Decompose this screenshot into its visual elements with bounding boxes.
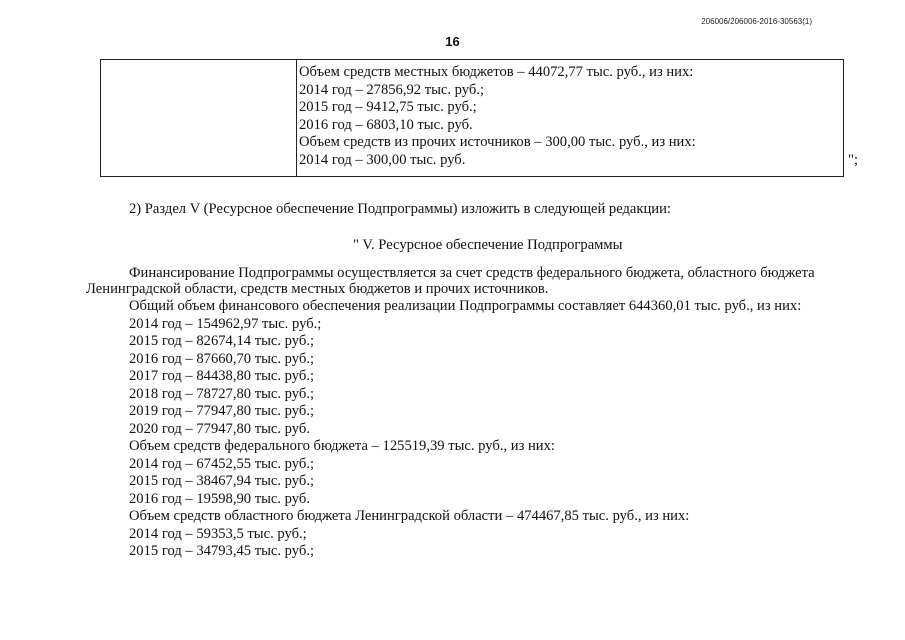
- table-line: 2016 год – 6803,10 тыс. руб.: [299, 116, 473, 133]
- funding-line: 2020 год – 77947,80 тыс. руб.: [129, 420, 310, 437]
- funding-line: 2014 год – 67452,55 тыс. руб.;: [129, 455, 315, 472]
- financing-paragraph-line: Финансирование Подпрограммы осуществляется за счет средств федерального бюджета, областного бюджета: [129, 265, 815, 281]
- section-title: " V. Ресурсное обеспечение Подпрограммы: [353, 237, 623, 253]
- table-line: 2015 год – 9412,75 тыс. руб.;: [299, 99, 477, 115]
- continuation-table: [100, 59, 844, 177]
- closing-quote: ";: [848, 152, 859, 168]
- table-line: Объем средств из прочих источников – 300,00 тыс. руб., из них:: [299, 134, 696, 150]
- funding-line: 2019 год – 77947,80 тыс. руб.;: [129, 403, 315, 419]
- table-line: Объем средств местных бюджетов – 44072,77 тыс. руб., из них:: [299, 64, 694, 80]
- page-number: 16: [445, 34, 460, 49]
- amendment-paragraph: 2) Раздел V (Ресурсное обеспечение Подпрограммы) изложить в следующей редакции:: [129, 201, 671, 217]
- table-line: 2014 год – 27856,92 тыс. руб.;: [299, 81, 485, 98]
- funding-line: Объем средств федерального бюджета – 125519,39 тыс. руб., из них:: [129, 438, 555, 454]
- financing-paragraph-line: Ленинградской области, средств местных бюджетов и прочих источников.: [86, 281, 549, 297]
- funding-line: 2015 год – 82674,14 тыс. руб.;: [129, 333, 315, 349]
- funding-line: 2017 год – 84438,80 тыс. руб.;: [129, 368, 315, 384]
- funding-line: 2014 год – 59353,5 тыс. руб.;: [129, 525, 307, 542]
- table-cell-text: [299, 64, 696, 169]
- funding-line: 2014 год – 154962,97 тыс. руб.;: [129, 315, 322, 332]
- funding-details: [129, 298, 801, 561]
- table-line: 2014 год – 300,00 тыс. руб.: [299, 151, 466, 168]
- document-id: 206006/206006-2016-30563(1): [701, 17, 812, 26]
- funding-line: 2016 год – 19598,90 тыс. руб.: [129, 490, 310, 507]
- funding-line: 2016 год – 87660,70 тыс. руб.;: [129, 350, 315, 367]
- table-left-border: [100, 60, 101, 176]
- table-right-border: [843, 60, 844, 176]
- funding-line: 2018 год – 78727,80 тыс. руб.;: [129, 385, 315, 402]
- funding-line: 2015 год – 34793,45 тыс. руб.;: [129, 543, 315, 559]
- funding-line: Объем средств областного бюджета Ленинградской области – 474467,85 тыс. руб., из них:: [129, 508, 690, 524]
- table-column-divider: [296, 60, 297, 176]
- funding-line: Общий объем финансового обеспечения реализации Подпрограммы составляет 644360,01 тыс. руб., из них:: [129, 298, 802, 314]
- funding-line: 2015 год – 38467,94 тыс. руб.;: [129, 473, 315, 489]
